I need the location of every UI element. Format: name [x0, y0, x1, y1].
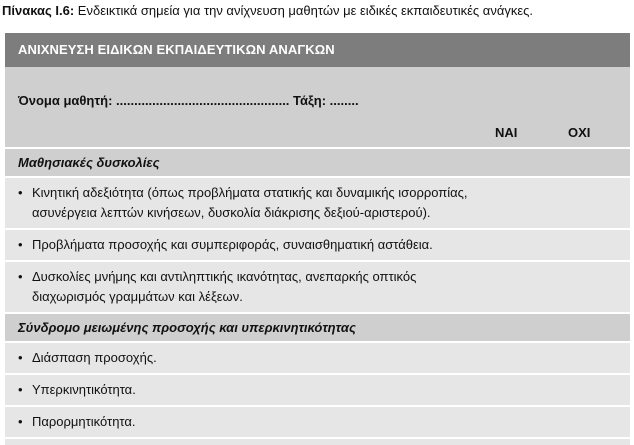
student-info-row [5, 67, 630, 149]
caption-text: Ενδεικτικά σημεία για την ανίχνευση μαθητών με ειδικές εκπαιδευτικές ανάγκες. [74, 3, 534, 18]
screening-table [5, 33, 630, 445]
list-item [5, 230, 630, 262]
column-no-label: ΟΧΙ [568, 125, 591, 140]
list-item [5, 407, 630, 439]
table-caption [2, 2, 632, 20]
bullet-icon: • [18, 185, 23, 200]
student-name-class-line: Όνομα μαθητή: ................................................ Τάξη: ........ [18, 93, 359, 108]
item-text: Προβλήματα προσοχής και συμπεριφοράς, συναισθηματική αστάθεια. [32, 237, 433, 252]
item-text: Παρορμητικότητα. [32, 414, 136, 429]
item-text: Διάσπαση προσοχής. [32, 350, 157, 365]
bullet-icon: • [18, 269, 23, 284]
bullet-icon: • [18, 350, 23, 365]
list-item [5, 178, 630, 230]
list-item [5, 375, 630, 407]
section-learning-difficulties: Μαθησιακές δυσκολίες [5, 149, 630, 178]
table-header: ΑΝΙΧΝΕΥΣΗ ΕΙΔΙΚΩΝ ΕΚΠΑΙΔΕΥΤΙΚΩΝ ΑΝΑΓΚΩΝ [5, 33, 630, 67]
item-text: Κινητική αδεξιότητα (όπως προβλήματα στατικής και δυναμικής ισορροπίας, ασυνέργεια λεπτών κινήσεων, δυσκολία διάκρισης δεξιού-αριστερού). [32, 185, 468, 220]
caption-label: Πίνακας Ι.6: [2, 3, 75, 18]
item-text: Δυσκολίες μνήμης και αντιληπτικής ικανότητας, ανεπαρκής οπτικός διαχωρισμός γραμμάτων και λέξεων. [32, 269, 417, 304]
bullet-icon: • [18, 414, 23, 429]
section-adhd: Σύνδρομο μειωμένης προσοχής και υπερκινητικότητας [5, 314, 630, 343]
column-yes-label: ΝΑΙ [495, 125, 518, 140]
bullet-icon: • [18, 382, 23, 397]
bullet-icon: • [18, 237, 23, 252]
item-text: Υπερκινητικότητα. [32, 382, 136, 397]
list-item [5, 262, 630, 314]
list-item [5, 343, 630, 375]
